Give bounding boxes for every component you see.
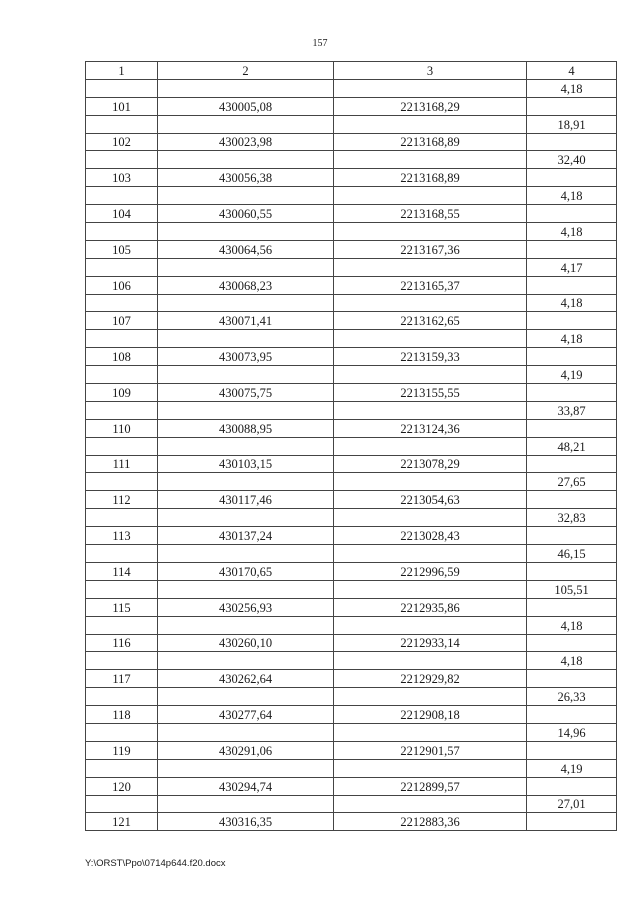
x-coordinate-cell: 430088,95 [158,419,334,437]
distance-cell [527,634,617,652]
y-coordinate-cell: 2213078,29 [334,455,527,473]
point-number-cell: 109 [86,384,158,402]
distance-cell: 4,18 [527,330,617,348]
distance-cell [527,312,617,330]
y-coordinate-cell [334,795,527,813]
x-coordinate-cell [158,723,334,741]
column-header: 3 [334,62,527,80]
y-coordinate-cell [334,688,527,706]
table-row [86,634,617,652]
point-number-cell [86,401,158,419]
column-header: 2 [158,62,334,80]
point-number-cell [86,795,158,813]
table-row [86,670,617,688]
distance-cell: 4,18 [527,616,617,634]
x-coordinate-cell: 430023,98 [158,133,334,151]
table-row [86,437,617,455]
y-coordinate-cell [334,79,527,97]
y-coordinate-cell: 2212901,57 [334,741,527,759]
x-coordinate-cell [158,545,334,563]
table-row [86,384,617,402]
point-number-cell: 114 [86,562,158,580]
distance-cell [527,384,617,402]
x-coordinate-cell: 430103,15 [158,455,334,473]
column-header: 4 [527,62,617,80]
table-row [86,688,617,706]
distance-cell: 4,18 [527,187,617,205]
table-row [86,205,617,223]
x-coordinate-cell [158,294,334,312]
x-coordinate-cell [158,759,334,777]
distance-cell: 26,33 [527,688,617,706]
point-number-cell: 104 [86,205,158,223]
y-coordinate-cell [334,723,527,741]
x-coordinate-cell [158,366,334,384]
x-coordinate-cell: 430316,35 [158,813,334,831]
y-coordinate-cell: 2212935,86 [334,598,527,616]
table-row [86,115,617,133]
point-number-cell [86,79,158,97]
distance-cell: 4,18 [527,79,617,97]
y-coordinate-cell [334,473,527,491]
table-row [86,366,617,384]
point-number-cell: 119 [86,741,158,759]
x-coordinate-cell [158,401,334,419]
y-coordinate-cell [334,258,527,276]
y-coordinate-cell [334,115,527,133]
distance-cell: 48,21 [527,437,617,455]
x-coordinate-cell: 430262,64 [158,670,334,688]
x-coordinate-cell [158,151,334,169]
distance-cell: 14,96 [527,723,617,741]
distance-cell [527,491,617,509]
point-number-cell: 120 [86,777,158,795]
table-row [86,187,617,205]
y-coordinate-cell [334,509,527,527]
y-coordinate-cell: 2213168,29 [334,97,527,115]
x-coordinate-cell [158,437,334,455]
table-row [86,348,617,366]
point-number-cell: 112 [86,491,158,509]
table-row [86,616,617,634]
y-coordinate-cell: 2213159,33 [334,348,527,366]
footer-file-path: Y:\ORST\Ppo\0714p644.f20.docx [85,858,226,869]
distance-cell [527,562,617,580]
y-coordinate-cell: 2213162,65 [334,312,527,330]
distance-cell: 18,91 [527,115,617,133]
y-coordinate-cell: 2213168,89 [334,133,527,151]
point-number-cell [86,437,158,455]
x-coordinate-cell: 430137,24 [158,527,334,545]
table-row [86,312,617,330]
x-coordinate-cell: 430068,23 [158,276,334,294]
table-row [86,79,617,97]
distance-cell: 33,87 [527,401,617,419]
point-number-cell: 103 [86,169,158,187]
y-coordinate-cell: 2213124,36 [334,419,527,437]
x-coordinate-cell: 430056,38 [158,169,334,187]
y-coordinate-cell: 2212996,59 [334,562,527,580]
table-body [86,79,617,830]
distance-cell [527,527,617,545]
table-row [86,276,617,294]
x-coordinate-cell [158,580,334,598]
x-coordinate-cell [158,473,334,491]
distance-cell: 105,51 [527,580,617,598]
distance-cell [527,276,617,294]
y-coordinate-cell [334,437,527,455]
point-number-cell [86,688,158,706]
table-row [86,473,617,491]
x-coordinate-cell [158,688,334,706]
x-coordinate-cell: 430170,65 [158,562,334,580]
distance-cell [527,133,617,151]
distance-cell [527,670,617,688]
distance-cell: 32,40 [527,151,617,169]
point-number-cell: 102 [86,133,158,151]
y-coordinate-cell: 2213168,89 [334,169,527,187]
point-number-cell: 105 [86,240,158,258]
x-coordinate-cell: 430294,74 [158,777,334,795]
y-coordinate-cell [334,401,527,419]
point-number-cell [86,759,158,777]
y-coordinate-cell [334,759,527,777]
point-number-cell [86,723,158,741]
y-coordinate-cell [334,151,527,169]
point-number-cell [86,545,158,563]
distance-cell: 4,19 [527,366,617,384]
y-coordinate-cell: 2212933,14 [334,634,527,652]
x-coordinate-cell [158,616,334,634]
table-row [86,151,617,169]
distance-cell [527,240,617,258]
distance-cell: 4,18 [527,652,617,670]
x-coordinate-cell [158,330,334,348]
point-number-cell: 121 [86,813,158,831]
point-number-cell [86,616,158,634]
point-number-cell [86,223,158,241]
x-coordinate-cell: 430075,75 [158,384,334,402]
point-number-cell: 117 [86,670,158,688]
distance-cell: 4,18 [527,223,617,241]
y-coordinate-cell [334,330,527,348]
table-row [86,419,617,437]
table-row [86,545,617,563]
x-coordinate-cell: 430064,56 [158,240,334,258]
table-row [86,97,617,115]
table-row [86,258,617,276]
y-coordinate-cell [334,223,527,241]
x-coordinate-cell: 430005,08 [158,97,334,115]
table-row [86,580,617,598]
column-header: 1 [86,62,158,80]
distance-cell: 32,83 [527,509,617,527]
point-number-cell [86,187,158,205]
distance-cell [527,97,617,115]
page-number: 157 [312,38,328,49]
distance-cell [527,598,617,616]
table-row [86,527,617,545]
table-row [86,169,617,187]
table-row [86,455,617,473]
point-number-cell: 113 [86,527,158,545]
table-row [86,491,617,509]
x-coordinate-cell [158,115,334,133]
x-coordinate-cell [158,79,334,97]
table-row [86,401,617,419]
y-coordinate-cell [334,545,527,563]
x-coordinate-cell: 430060,55 [158,205,334,223]
point-number-cell: 110 [86,419,158,437]
table-header-row [86,62,617,80]
distance-cell: 4,18 [527,294,617,312]
distance-cell [527,813,617,831]
x-coordinate-cell [158,258,334,276]
y-coordinate-cell: 2212899,57 [334,777,527,795]
x-coordinate-cell: 430277,64 [158,706,334,724]
table-row [86,562,617,580]
distance-cell: 27,01 [527,795,617,813]
point-number-cell: 115 [86,598,158,616]
y-coordinate-cell [334,652,527,670]
distance-cell [527,455,617,473]
x-coordinate-cell: 430117,46 [158,491,334,509]
coordinates-table [85,61,617,831]
point-number-cell: 106 [86,276,158,294]
distance-cell [527,419,617,437]
table-row [86,813,617,831]
x-coordinate-cell [158,509,334,527]
table-row [86,741,617,759]
y-coordinate-cell: 2213028,43 [334,527,527,545]
x-coordinate-cell: 430071,41 [158,312,334,330]
point-number-cell: 101 [86,97,158,115]
point-number-cell [86,330,158,348]
point-number-cell: 116 [86,634,158,652]
distance-cell [527,348,617,366]
distance-cell: 27,65 [527,473,617,491]
y-coordinate-cell [334,294,527,312]
y-coordinate-cell: 2212929,82 [334,670,527,688]
y-coordinate-cell: 2213168,55 [334,205,527,223]
table-row [86,723,617,741]
y-coordinate-cell [334,187,527,205]
table-row [86,706,617,724]
x-coordinate-cell [158,223,334,241]
y-coordinate-cell: 2213167,36 [334,240,527,258]
table-row [86,330,617,348]
x-coordinate-cell: 430291,06 [158,741,334,759]
distance-cell [527,706,617,724]
table-row [86,777,617,795]
point-number-cell [86,366,158,384]
table-row [86,133,617,151]
y-coordinate-cell: 2213054,63 [334,491,527,509]
table-row [86,795,617,813]
y-coordinate-cell: 2213155,55 [334,384,527,402]
distance-cell [527,777,617,795]
point-number-cell [86,258,158,276]
y-coordinate-cell [334,580,527,598]
y-coordinate-cell: 2213165,37 [334,276,527,294]
x-coordinate-cell: 430256,93 [158,598,334,616]
table-row [86,240,617,258]
table-row [86,509,617,527]
table-row [86,294,617,312]
y-coordinate-cell: 2212883,36 [334,813,527,831]
distance-cell: 4,17 [527,258,617,276]
table-row [86,652,617,670]
table-row [86,223,617,241]
point-number-cell: 118 [86,706,158,724]
point-number-cell: 108 [86,348,158,366]
distance-cell: 4,19 [527,759,617,777]
x-coordinate-cell [158,795,334,813]
x-coordinate-cell [158,652,334,670]
point-number-cell [86,115,158,133]
point-number-cell [86,652,158,670]
x-coordinate-cell: 430260,10 [158,634,334,652]
table-row [86,759,617,777]
point-number-cell [86,509,158,527]
distance-cell [527,205,617,223]
point-number-cell [86,294,158,312]
y-coordinate-cell: 2212908,18 [334,706,527,724]
distance-cell: 46,15 [527,545,617,563]
point-number-cell [86,151,158,169]
point-number-cell [86,580,158,598]
point-number-cell [86,473,158,491]
point-number-cell: 111 [86,455,158,473]
point-number-cell: 107 [86,312,158,330]
y-coordinate-cell [334,366,527,384]
distance-cell [527,169,617,187]
distance-cell [527,741,617,759]
x-coordinate-cell [158,187,334,205]
y-coordinate-cell [334,616,527,634]
x-coordinate-cell: 430073,95 [158,348,334,366]
table-row [86,598,617,616]
